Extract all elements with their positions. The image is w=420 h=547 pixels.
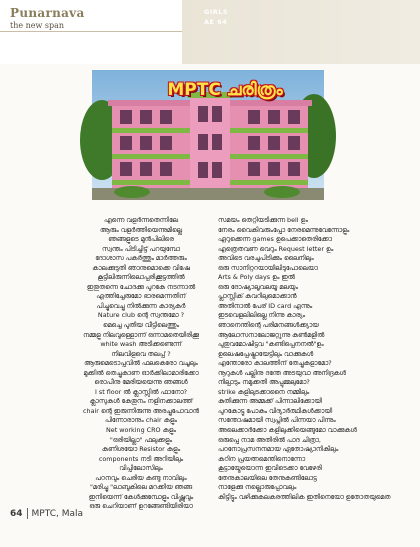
poem-line: "ഒരിയില്ലാ" ഫലുക്കളും bbox=[109, 435, 173, 444]
article-title: MPTC ചരിത്രം bbox=[167, 80, 283, 100]
poem-left-column bbox=[66, 216, 216, 512]
poem-line: കഠിന പ്രയത്നമെന്തിനൊന്നോ bbox=[218, 454, 306, 463]
poem-line: ഒരു സാനിറ്ററയായിലിടുപോലെയാ bbox=[218, 263, 318, 272]
poem-line: നിലവിളവെ തലപ്പ് ? bbox=[111, 349, 171, 358]
poem-line: വിപ്പിലോസിലും bbox=[119, 464, 163, 473]
poem-line: പുതുവമോഷിട്ടവ "കണ്ടിപ്പെനനൽ"ഉം bbox=[218, 340, 324, 349]
poem-line: ഏറുക്കെന്ന games ഉപെക്കാതെരിക്കോ bbox=[218, 235, 333, 244]
poem-line: ആരും വളർത്തിയെന്നുമില്ലെ bbox=[100, 225, 182, 234]
poem-line: ഉലെഷപ്പേഷ്ട്രായേട്ടിലും വാക്കുകൾ bbox=[218, 349, 314, 358]
poem-line: നില്പാടും നമുക്കതി അപ്പുമ്മലുമോ? bbox=[218, 378, 310, 387]
poem-line: കുതിക്കുന്ന അമ്മക്ക് പിന്നാലിക്കോയി bbox=[218, 397, 322, 406]
poem-line: പിന്നോരാനും chair കളും bbox=[105, 416, 177, 425]
poem-line: strike കളിലുടക്കാനൈ നമ്മിലും bbox=[218, 387, 310, 396]
poem-line: ഇതുതന്നെ ചോദക്കു പുറകേ നടന്നാൽ bbox=[86, 282, 196, 291]
poem-line: ഞാനെന്തിന്റെ പരിമനങ്ങൾക്ക്യായ bbox=[218, 321, 319, 330]
poem-line: നേരം വൈകിവരുംപ്പോ നേരമെന്നുവേന്നോളും bbox=[218, 225, 350, 234]
poem-line: നാളേക്കു നല്ലൊരുപ്പോവലും bbox=[218, 483, 297, 492]
poem-line: കൂട്ടിലിരുന്നിലൊപ്പരിക്കൂട്ടത്തിൽ bbox=[97, 273, 185, 282]
poem-line: ഇടവെളലിലില്ലെ നിന്നു കാര്യം bbox=[218, 311, 306, 320]
poem-line: കാലക്കുടുതി ഞാനുമൊക്കെ വിഷേ bbox=[92, 263, 190, 272]
poem-line: പഠനോപ്രസനനമായ ഏതോഷ്യാനികിലും bbox=[218, 445, 339, 454]
brand-tagline: the new span bbox=[10, 21, 65, 30]
college-building-photo bbox=[92, 70, 324, 200]
poem-line: I st floor ൽ ക്ലാസ്സിൽ ഫാനോ? bbox=[94, 387, 187, 396]
poem-line: കൂട്ടായ്മേയൊന്ന ഇവിടെക്കാ വേഴേരി bbox=[218, 464, 322, 473]
poem-line: എത്തിച്ചേരുമോ ഭാരമെന്നതിന് bbox=[96, 292, 186, 301]
poem-line: ഞങ്ങളുടെ മുൻപിലിരെ bbox=[108, 235, 174, 244]
poem-line: നൂറുകൾ പല്ലിനു ദന്തേ അടയുവാ അനിദ്രകൾ bbox=[218, 368, 346, 377]
poem-line: Net working CRO കളും bbox=[106, 426, 176, 435]
poem-line: മെച്ചെ പുതിയ വീട്ടിലെത്തും bbox=[102, 321, 180, 330]
poem-line: ക്ലാസുകൾ കേതുനം നളിനക്കാലത്ത് bbox=[89, 397, 193, 406]
poem-right-column bbox=[218, 216, 391, 502]
poem-line: എന്നെ വളർന്നതെന്നിലേ bbox=[103, 216, 179, 224]
poem-line: ഇനിയെന്ന് കേൾക്കുമ്പോളും വിഷ്ണുവും bbox=[88, 492, 194, 501]
poem-line: components നടി അറിയിലും bbox=[98, 454, 184, 463]
section-label-top: GIRLS bbox=[204, 8, 229, 16]
poem-line: ഒരുപ്പെ നാമ അതിരിൽ പാദ ചിത്രാ, bbox=[218, 435, 321, 444]
poem-line: ഒരു ചെറിയാണ് ഉറങ്ങേണ്ടിയിരിയാ bbox=[89, 502, 193, 511]
page-header bbox=[0, 0, 420, 64]
poem-line: "മരിച്ചു "ലാബുകിലെ മറക്കിയ ഞങ്ങ bbox=[89, 483, 193, 492]
poem-line: എത്രെതവണ വെറും Request letter ഉം bbox=[218, 244, 334, 253]
footer-divider bbox=[27, 508, 28, 519]
poem-line: ഒരു ദോഷ്യാലൂവലയൂ മലയും bbox=[218, 282, 298, 291]
poem-line: പ്ലാസ്റ്റിക് കവറിലുമൊക്കാൻ bbox=[218, 292, 297, 301]
poem-line: സമയം തെറ്റിയടിക്കുന്ന bell ഉം bbox=[218, 216, 308, 224]
poem-line: രൊപീനു മേരിയയെന്നു ഞങ്ങൾ bbox=[94, 378, 188, 387]
page-footer bbox=[10, 508, 83, 519]
poem-line: പുറകോട്ടു പോകും വിദ്യാർത്ഥികൾക്കായി bbox=[218, 406, 333, 415]
brand-name: Punarnava bbox=[10, 6, 85, 20]
poem-line: Nature club ന്റെ സ്വന്തമോ ? bbox=[97, 311, 185, 320]
poem-line: പഠനവും ചെരിയ കണ്ടു നാവിലും bbox=[95, 473, 187, 482]
page-number: 64 bbox=[10, 509, 23, 519]
poem-line: അവിടെ വരചുപിടിക്കും ലൈനിലും bbox=[218, 254, 314, 263]
publication-name: MPTC, Mala bbox=[31, 509, 83, 519]
poem-line: സന്തോഷമായി സ്വപ്നിൽ പിന്നയാ പിന്നും bbox=[218, 416, 336, 425]
poem-line: ദോശാസ പകർത്തും മാർത്തരും bbox=[95, 254, 187, 263]
poem-line: ആരുമെടൊപ്പവിൽ ഫലകെരോ വചൂലും bbox=[84, 359, 198, 368]
section-label bbox=[204, 7, 228, 27]
poem-line: white wash അടിക്കണ്ടെന്ന് bbox=[100, 340, 182, 349]
poem-line: അതിനാൽ പേര് ID card എന്നും bbox=[218, 301, 313, 310]
poem-line: Arts & Poly days ഉം ഇൽ bbox=[218, 273, 295, 282]
poem-line: മുക്കിൽ തെച്ചുകാണ ഓർക്കിലാമാരിക്കോ bbox=[83, 368, 199, 377]
poem-line: പിച്ചുവെച്ചു നിൽക്കുന്ന കാര്യകർ bbox=[96, 301, 186, 310]
poem-line: chair ന്റെ ഇരുന്നിരുന്നു അരച്ചുപോവാൻ bbox=[83, 406, 199, 415]
poem-line: തേനുകാലയിലെ തേനുകണ്ടിലോട്ട bbox=[218, 473, 317, 482]
poem-line: എന്തോരോ കാലത്തിന് തേച്ചുകളാമോ? bbox=[218, 359, 332, 368]
header-rule bbox=[0, 31, 182, 32]
poem-line: സ്വന്തം പിടിച്ചിട്ട് പറയുമ്പോ bbox=[102, 244, 180, 253]
poem-line: ആലോസനാലോജറ്റുന്നു കൺമളിൽ bbox=[218, 330, 325, 339]
poem-line: കിട്ടിട്ടും വഴിക്കുകലകരത്തിലിക ഇതിനെയോ ഉതോതയുമെത bbox=[218, 492, 391, 501]
poem-line: നമ്മളു നിലവുള്ളൊന്ന് ഒന്നാമതെയിരിക്കൂ bbox=[83, 330, 199, 339]
section-label-bottom: AE 64 bbox=[204, 18, 228, 26]
poem-line: അലെക്കാർക്കോ കളിലുക്കിയെങ്ങുമോ വാക്കുകൾ bbox=[218, 426, 357, 435]
poem-line: കണിശയോ Resistor കളും bbox=[101, 445, 181, 454]
